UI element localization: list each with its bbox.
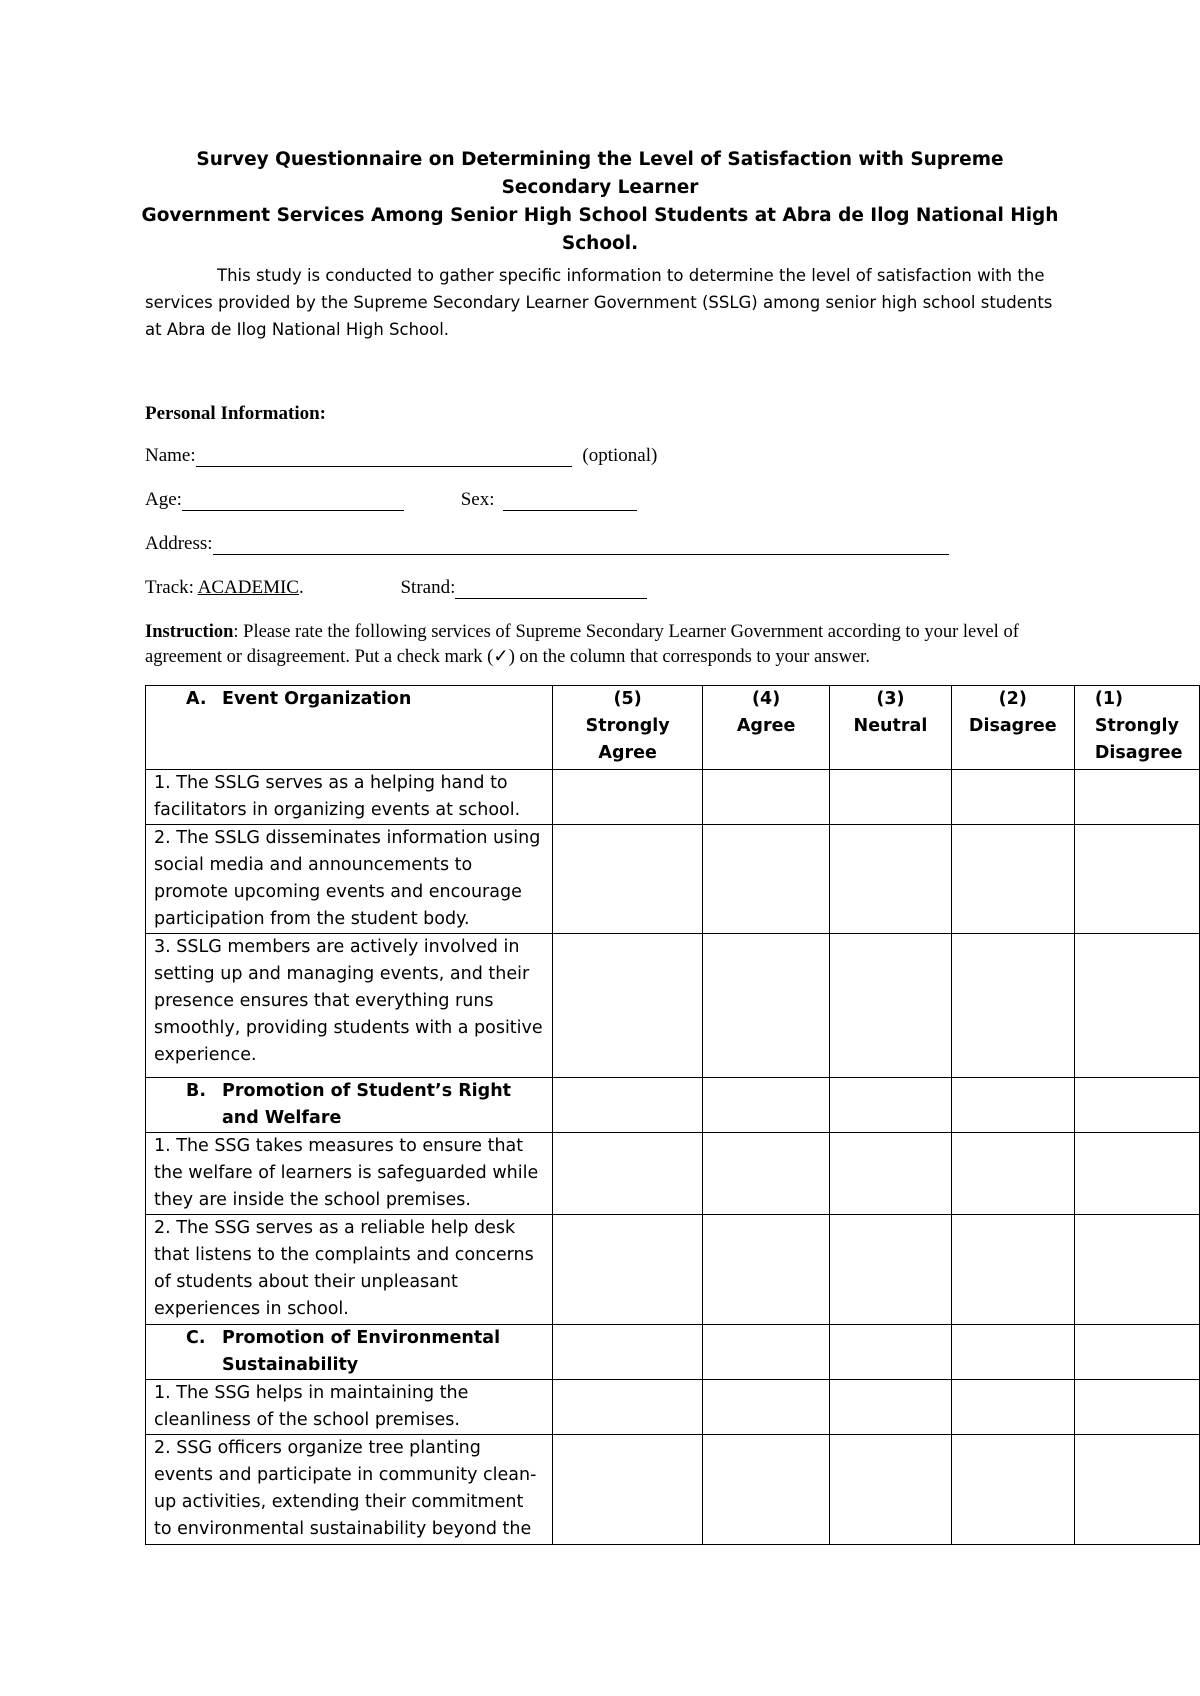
rating-cell[interactable]	[553, 934, 703, 1078]
rating-cell[interactable]	[951, 770, 1074, 825]
rating-cell[interactable]	[1074, 825, 1199, 934]
item-c1: 1. The SSG helps in maintaining the cleanliness of the school premises.	[146, 1380, 553, 1435]
col-header-2	[951, 686, 1074, 770]
address-field[interactable]	[213, 534, 949, 555]
item-b1: 1. The SSG takes measures to ensure that the welfare of learners is safeguarded while they are inside the school premises.	[146, 1133, 553, 1215]
col-3-label: Neutral	[853, 716, 928, 736]
col-3-num: (3)	[876, 689, 905, 709]
col-header-3	[830, 686, 951, 770]
rating-cell[interactable]	[553, 1380, 703, 1435]
rating-cell[interactable]	[830, 1380, 951, 1435]
rating-cell	[951, 1325, 1074, 1380]
col-2-num: (2)	[998, 689, 1027, 709]
rating-cell	[553, 1325, 703, 1380]
intro-text: This study is conducted to gather specific information to determine the level of satisfaction with the services provided by the Supreme Secondary Learner Government (SSLG) among senior high school students at Abra de Ilog National High School.	[145, 266, 1053, 339]
rating-cell[interactable]	[830, 1133, 951, 1215]
table-row	[146, 1380, 1200, 1435]
rating-cell[interactable]	[1074, 1215, 1199, 1325]
name-label: Name:	[145, 445, 196, 466]
strand-label: Strand:	[400, 577, 456, 598]
rating-cell[interactable]	[830, 1215, 951, 1325]
section-a-title: Event Organization	[222, 689, 412, 709]
rating-cell[interactable]	[702, 770, 829, 825]
col-1-num: (1)	[1094, 689, 1124, 709]
rating-cell[interactable]	[702, 1133, 829, 1215]
address-row	[145, 533, 949, 555]
name-field[interactable]	[196, 446, 572, 467]
title-line-2: Government Services Among Senior High School Students at Abra de Ilog National High School.	[141, 205, 1059, 254]
rating-cell[interactable]	[951, 1133, 1074, 1215]
rating-cell	[951, 1078, 1074, 1133]
rating-cell[interactable]	[1074, 934, 1199, 1078]
track-value: ACADEMIC	[197, 577, 299, 598]
rating-cell[interactable]	[553, 1133, 703, 1215]
rating-cell[interactable]	[830, 1435, 951, 1545]
rating-cell[interactable]	[1074, 1380, 1199, 1435]
section-b-header	[146, 1078, 553, 1133]
col-5-num: (5)	[613, 689, 642, 709]
table-row	[146, 1435, 1200, 1545]
table-row	[146, 934, 1200, 1078]
section-c-header	[146, 1325, 553, 1380]
rating-cell[interactable]	[702, 1215, 829, 1325]
col-header-4	[702, 686, 829, 770]
rating-cell[interactable]	[553, 825, 703, 934]
section-c-title: Promotion of Environmental Sustainability	[222, 1328, 501, 1375]
col-1-label: Strongly Disagree	[1094, 716, 1183, 763]
rating-cell	[702, 1078, 829, 1133]
age-field[interactable]	[182, 490, 404, 511]
rating-cell[interactable]	[951, 1435, 1074, 1545]
section-b-title: Promotion of Student’s Right and Welfare	[222, 1081, 512, 1128]
section-a-header	[146, 686, 553, 770]
table-row	[146, 1133, 1200, 1215]
personal-info-heading: Personal Information:	[145, 403, 327, 424]
name-row	[145, 445, 657, 467]
rating-cell	[830, 1078, 951, 1133]
item-a3: 3. SSLG members are actively involved in setting up and managing events, and their presence ensures that everything runs smoothly, providing students with a positive experience.	[146, 934, 553, 1078]
section-c-row	[146, 1325, 1200, 1380]
col-4-label: Agree	[736, 716, 796, 736]
rating-cell[interactable]	[830, 825, 951, 934]
strand-field[interactable]	[455, 578, 647, 599]
item-a1: 1. The SSLG serves as a helping hand to facilitators in organizing events at school.	[146, 770, 553, 825]
instruction-paragraph	[145, 620, 1075, 670]
item-a2: 2. The SSLG disseminates information using social media and announcements to promote upcoming events and encourage participation from the student body.	[146, 825, 553, 934]
rating-cell[interactable]	[702, 1435, 829, 1545]
rating-cell	[702, 1325, 829, 1380]
section-b-row	[146, 1078, 1200, 1133]
rating-cell	[1074, 1325, 1199, 1380]
table-header-row	[146, 686, 1200, 770]
instruction-label: Instruction	[145, 622, 234, 642]
rating-cell[interactable]	[951, 1215, 1074, 1325]
col-header-5	[553, 686, 703, 770]
instruction-text: : Please rate the following services of Supreme Secondary Learner Government according to your level of agreement or disagreement. Put a check mark (✓) on the column that corresponds to your answer.	[145, 622, 1019, 667]
age-sex-row	[145, 489, 637, 511]
rating-cell[interactable]	[951, 825, 1074, 934]
rating-cell[interactable]	[830, 934, 951, 1078]
section-a-letter: A.	[186, 689, 207, 709]
item-c2: 2. SSG officers organize tree planting events and participate in community clean-up activities, extending their commitment to environmental sustainability beyond the	[146, 1435, 553, 1545]
age-label: Age:	[145, 489, 182, 510]
title-line-1: Survey Questionnaire on Determining the Level of Satisfaction with Supreme Secondary Learner	[196, 149, 1004, 198]
table-row	[146, 770, 1200, 825]
rating-cell	[830, 1325, 951, 1380]
sex-field[interactable]	[503, 490, 637, 511]
name-optional-note: (optional)	[582, 445, 658, 466]
col-header-1	[1074, 686, 1199, 770]
table-row	[146, 1215, 1200, 1325]
section-c-letter: C.	[186, 1328, 206, 1348]
rating-cell[interactable]	[951, 1380, 1074, 1435]
rating-cell[interactable]	[702, 825, 829, 934]
track-strand-row	[145, 577, 647, 599]
sex-label: Sex:	[460, 489, 495, 510]
section-b-letter: B.	[186, 1081, 206, 1101]
rating-cell	[553, 1078, 703, 1133]
col-4-num: (4)	[752, 689, 781, 709]
rating-cell[interactable]	[553, 1435, 703, 1545]
rating-cell	[1074, 1078, 1199, 1133]
rating-cell[interactable]	[702, 1380, 829, 1435]
table-row	[146, 825, 1200, 934]
rating-cell[interactable]	[553, 1215, 703, 1325]
rating-cell[interactable]	[1074, 770, 1199, 825]
survey-table	[145, 685, 1200, 1545]
track-label: Track:	[145, 577, 194, 598]
rating-cell[interactable]	[830, 770, 951, 825]
rating-cell[interactable]	[1074, 1133, 1199, 1215]
address-label: Address:	[145, 533, 213, 554]
col-5-label: Strongly Agree	[585, 716, 670, 763]
track-suffix: .	[298, 577, 304, 598]
col-2-label: Disagree	[968, 716, 1057, 736]
rating-cell[interactable]	[1074, 1435, 1199, 1545]
survey-title	[140, 146, 1060, 258]
rating-cell[interactable]	[702, 934, 829, 1078]
rating-cell[interactable]	[951, 934, 1074, 1078]
item-b2: 2. The SSG serves as a reliable help desk that listens to the complaints and concerns of students about their unpleasant experiences in school.	[146, 1215, 553, 1325]
intro-paragraph	[145, 262, 1065, 343]
rating-cell[interactable]	[553, 770, 703, 825]
